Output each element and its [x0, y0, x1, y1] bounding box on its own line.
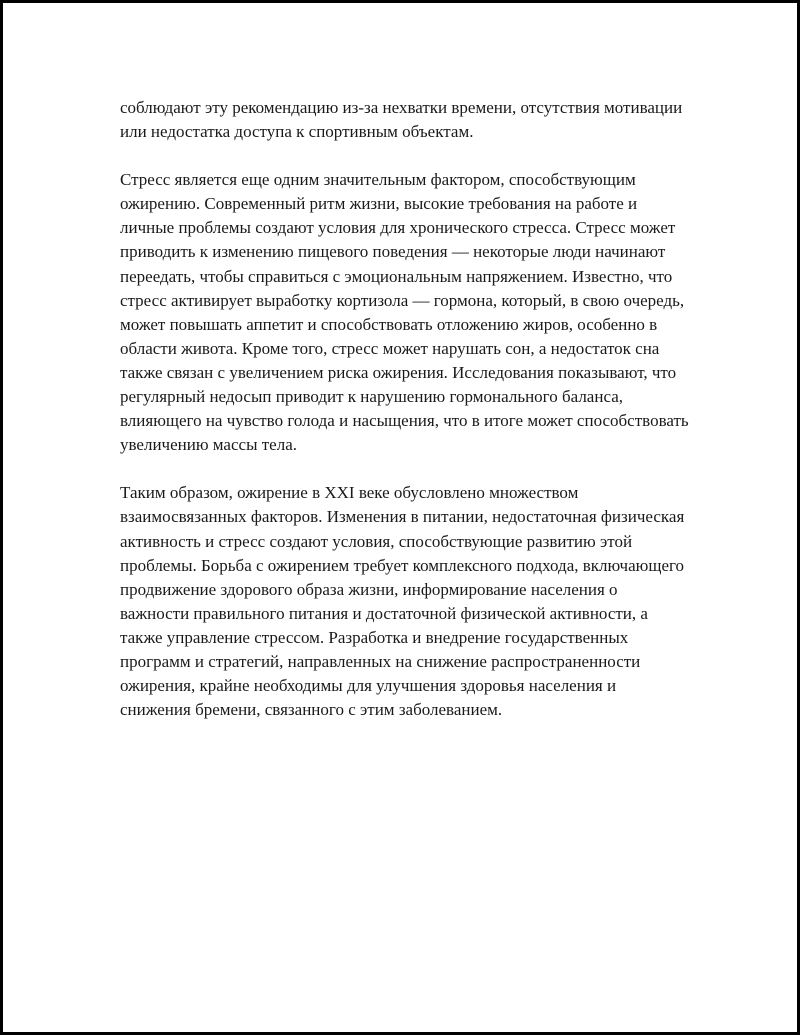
paragraph-conclusion: Таким образом, ожирение в XXI веке обусловлено множеством взаимосвязанных факторов. Изменения в питании, недостаточная физическая активность и стресс создают условия, способствующие развитию этой проблемы. Борьба с ожирением требует комплексного подхода, включающего продвижение здорового образа жизни, информирование населения о важности правильного питания и достаточной физической активности, а также управление стрессом. Разработка и внедрение государственных программ и стратегий, направленных на снижение распространенности ожирения, крайне необходимы для улучшения здоровья населения и снижения бремени, связанного с этим заболеванием.: [120, 483, 685, 720]
paragraph-stress: Стресс является еще одним значительным фактором, способствующим ожирению. Современный ритм жизни, высокие требования на работе и личные проблемы создают условия для хронического стресса. Стресс может приводить к изменению пищевого поведения — некоторые люди начинают переедать, чтобы справиться с эмоциональным напряжением. Известно, что стресс активирует выработку кортизола — гормона, который, в свою очередь, может повышать аппетит и способствовать отложению жиров, особенно в области живота. Кроме того, стресс может нарушать сон, а недостаток сна также связан с увеличением риска ожирения. Исследования показывают, что регулярный недосып приводит к нарушению гормонального баланса, влияющего на чувство голода и насыщения, что в итоге может способствовать увеличению массы тела.: [120, 170, 689, 455]
paragraph-continuation: соблюдают эту рекомендацию из-за нехватки времени, отсутствия мотивации или недостатка доступа к спортивным объектам.: [120, 98, 683, 142]
document-body: [120, 96, 690, 746]
